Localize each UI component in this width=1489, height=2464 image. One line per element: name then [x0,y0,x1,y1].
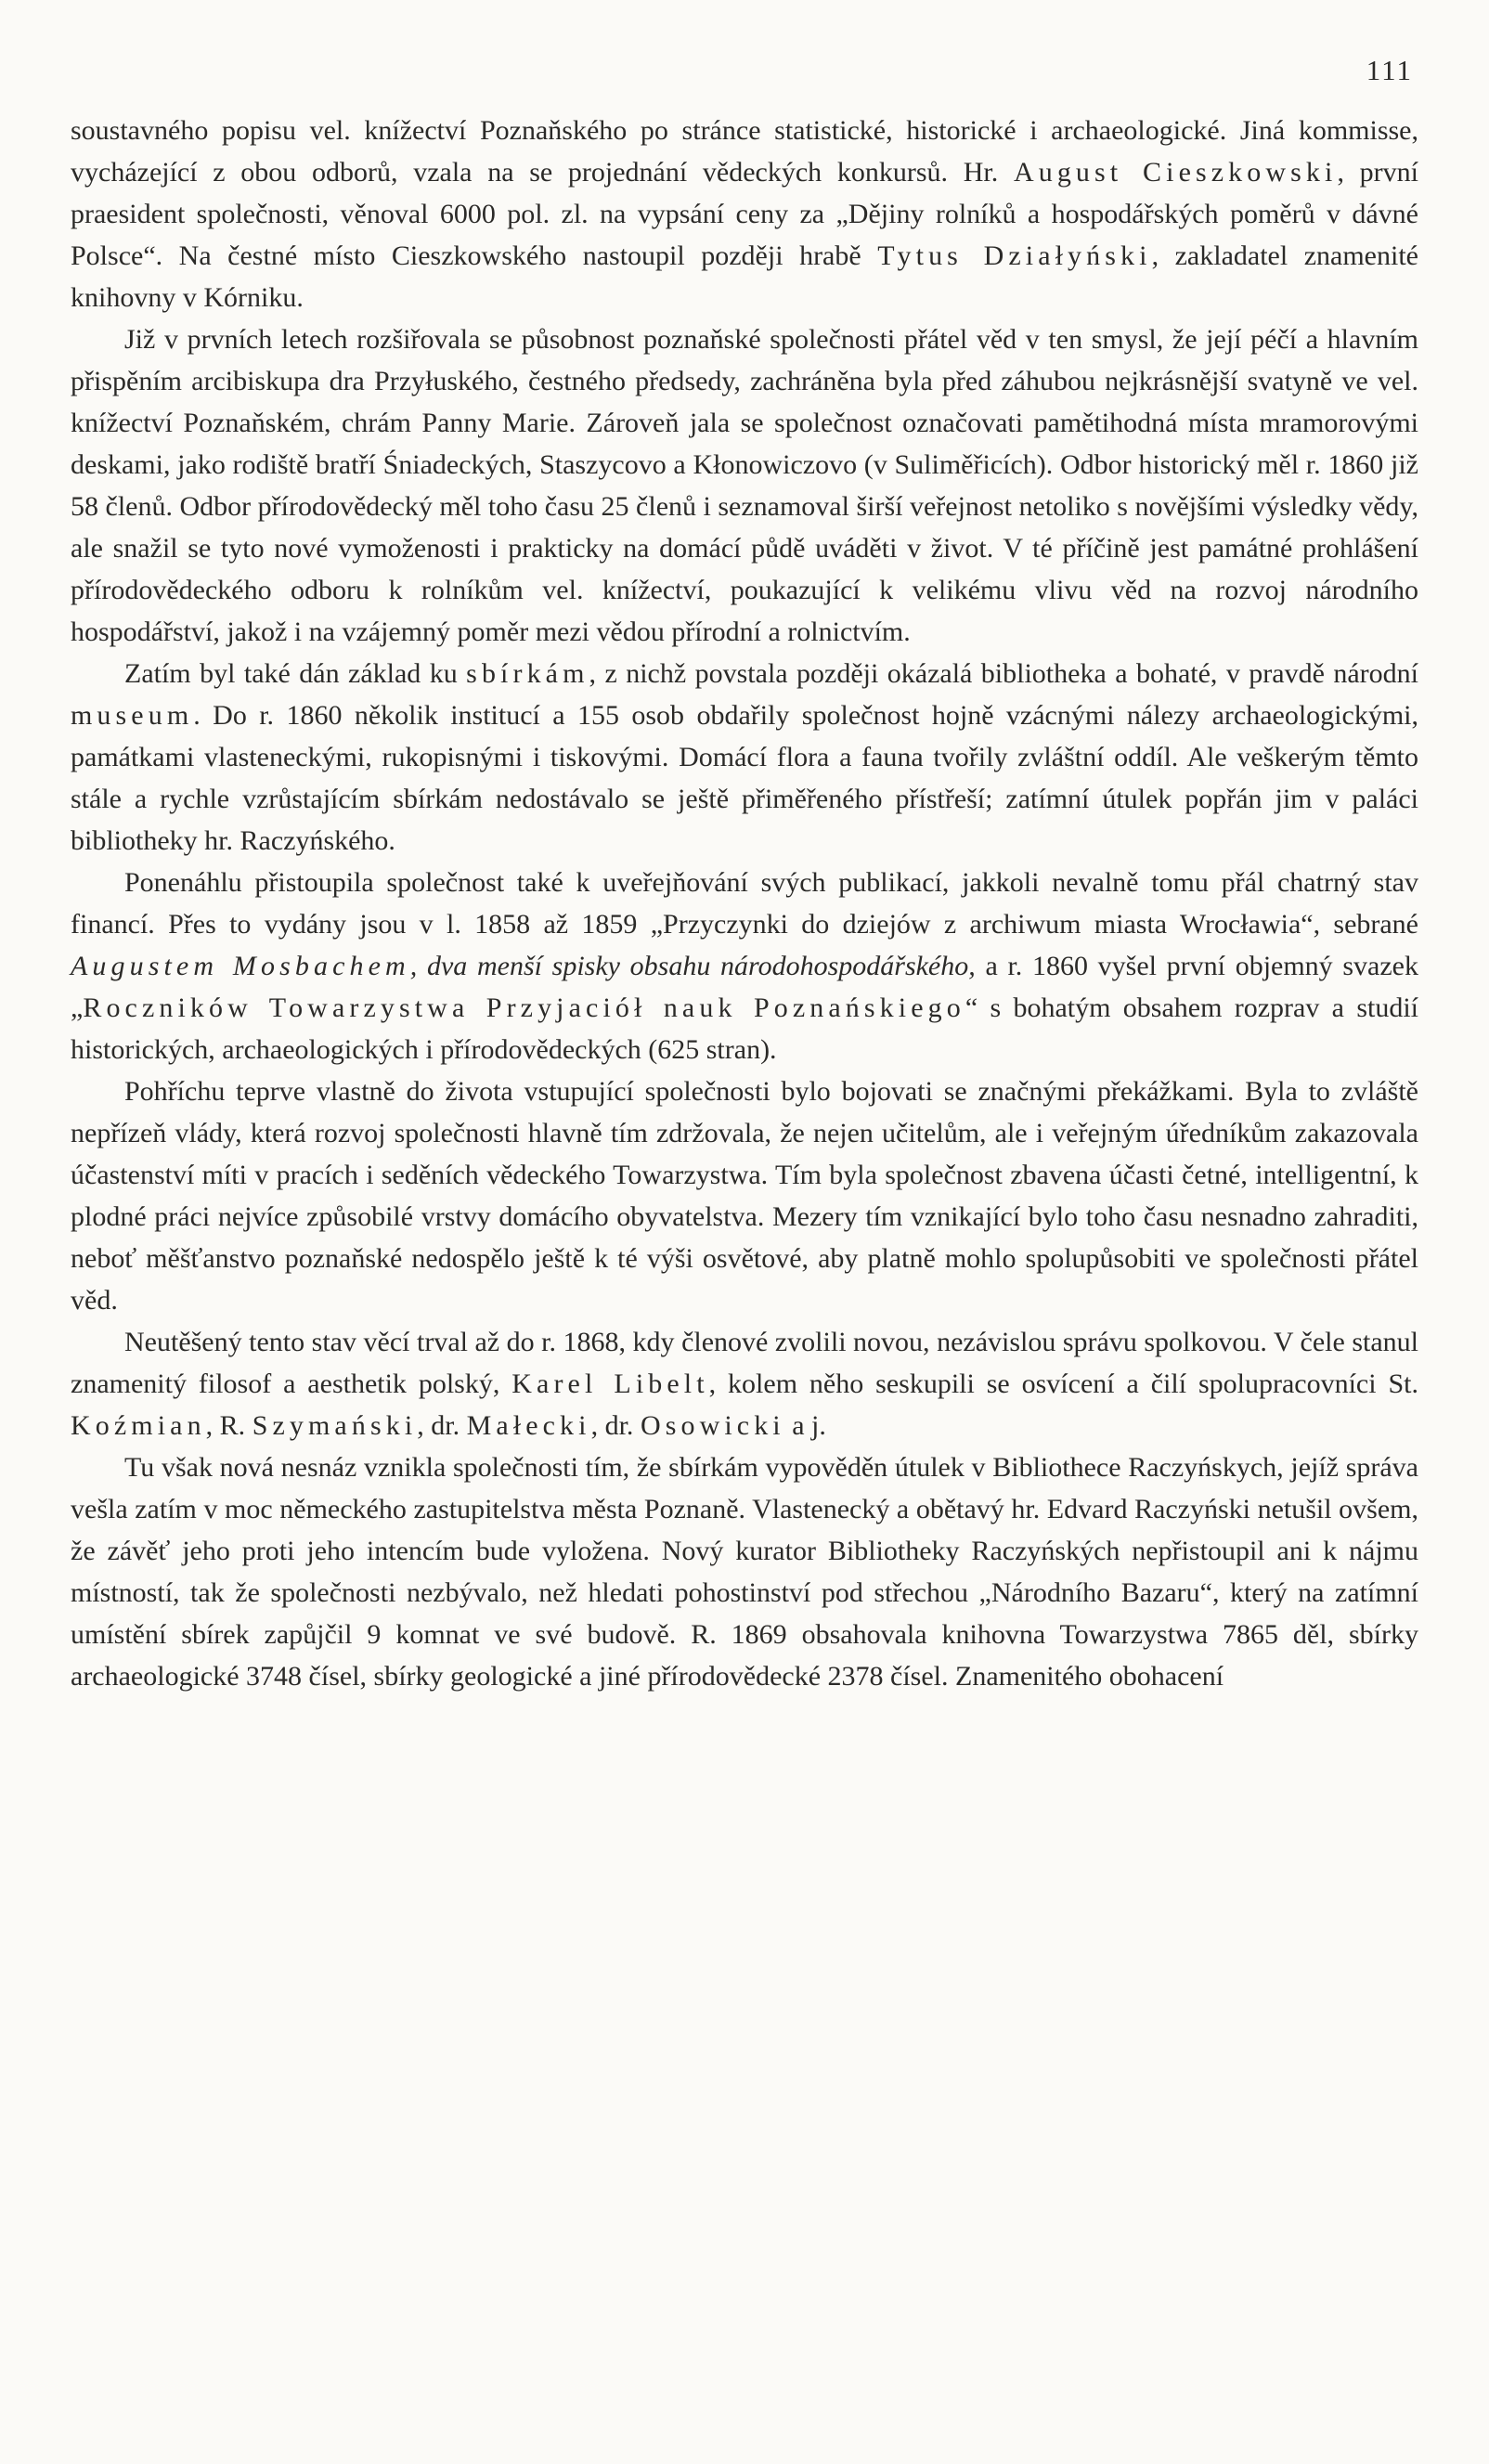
text-segment: Ponenáhlu přistoupila společnost také k uveřejňování svých publikací, jakkoli nevalně tomu přál chatrný stav financí. Přes to vydány jsou v l. 1858 až 1859 „Przyczynki do dziejów z archiwum miasta Wrocławia“, sebrané [71,867,1418,940]
text-segment: , R. [205,1410,252,1441]
text-segment: , kolem něho seskupili se osvícení a čilí spolupracovníci St. [708,1368,1418,1399]
emphasized-name: Karel Libelt [511,1368,709,1399]
text-segment: Zatím byl také dán základ ku [124,658,467,689]
emphasized-name: Augustem Mosbachem [71,951,410,981]
paragraph [71,653,1418,862]
paragraph [71,1321,1418,1446]
text-segment: a r. 1860 vyšel první objemný svazek „ [71,951,1418,1023]
text-segment: . Do r. 1860 několik institucí a 155 osob obdařily společnost hojně vzácnými nálezy archaeologickými, památkami vlasteneckými, rukopisnými i tiskovými. Domácí flora a fauna tvořily zvláštní oddíl. Ale veškerým těmto stále a rychle vzrůstajícím sbírkám nedostávalo se ještě přiměřeného přístřeší; zatímní útulek popřán jim v paláci bibliotheky hr. Raczyńského. [71,700,1418,856]
text-segment: , zakladatel znamenité knihovny v Kórniku. [71,240,1418,313]
text-segment: Neutěšený tento stav věcí trval až do r. 1868, kdy členové zvolili novou, nezávislou správu spolkovou. V čele stanul znamenitý filosof a aesthetik polský, [71,1327,1418,1399]
emphasized-name: sbírkám [466,658,589,689]
emphasized-name: Koźmian [71,1410,206,1441]
text-segment: , dr. [417,1410,467,1441]
paragraph [71,1446,1418,1697]
emphasized-name: Roczników Towarzystwa Przyjaciół nauk Poznańskiego [83,992,965,1023]
text-segment: a j. [784,1410,826,1441]
text-segment: Již v prvních letech rozšiřovala se působnost poznaňské společnosti přátel věd v ten smysl, že její péčí a hlavním přispěním arcibiskupa dra Przyłuského, čestného předsedy, zachráněna byla před záhubou nejkrásnější svatyně ve vel. knížectví Poznaňském, chrám Panny Marie. Zároveň jala se společnost označovati pamětihodná místa mramorovými deskami, jako rodiště bratří Śniadeckých, Staszycovo a Kłonowiczovo (v Suliměřicích). Odbor historický měl r. 1860 již 58 členů. Odbor přírodovědecký měl toho času 25 členů i seznamoval širší veřejnost netoliko s novějšími výsledky vědy, ale snažil se tyto nové vymoženosti i prakticky na domácí půdě uváděti v život. V té příčině jest památné prohlášení přírodovědeckého odboru k rolníkům vel. knížectví, poukazující k velikému vlivu věd na rozvoj národního hospodářství, jakož i na vzájemný poměr mezi vědou přírodní a rolnictvím. [71,324,1418,647]
text-segment: , první praesident společnosti, věnoval 6000 pol. zl. na vypsání ceny za „Dějiny rolníků a hospodářských poměrů v dávné Polsce“. Na čestné místo Cieszkowského nastoupil později hrabě [71,157,1418,271]
emphasized-name: Tytus Działyński [877,240,1152,271]
paragraph [71,1070,1418,1321]
text-segment: Tu však nová nesnáz vznikla společnosti tím, že sbírkám vypověděn útulek v Bibliothece Raczyńskych, jejíž správa vešla zatím v moc německého zastupitelstva města Poznaně. Vlastenecký a obětavý hr. Edvard Raczyński netušil ovšem, že závěť jeho proti jeho intencím bude vyložena. Nový kurator Bibliotheky Raczyńských nepřistoupil ani k nájmu místností, tak že společnosti nezbývalo, než hledati pohostinství pod střechou „Národního Bazaru“, který na zatímní umístění sbírek zapůjčil 9 komnat ve své budově. R. 1869 obsahovala knihovna Towarzystwa 7865 děl, sbírky archaeologické 3748 čísel, sbírky geologické a jiné přírodovědecké 2378 čísel. Znamenitého obohacení [71,1452,1418,1692]
text-segment: , dr. [590,1410,641,1441]
text-segment: Pohříchu teprve vlastně do života vstupující společnosti bylo bojovati se značnými překážkami. Byla to zvláště nepřízeň vlády, která rozvoj společnosti hlavně tím zdržovala, že nejen učitelům, ale i veřejným úředníkům zakazovala účastenství míti v pracích i seděních vědeckého Towarzystwa. Tím byla společnost zbavena účasti četné, intelligentní, k plodné práci nejvíce způsobilé vrstvy domácího obyvatelstva. Mezery tím vznikající bylo toho času nesnadno zahraditi, neboť měšťanstvo poznaňské nedospělo ještě k té výši osvětové, aby platně mohlo spolupůsobiti ve společnosti přátel věd. [71,1076,1418,1316]
paragraph [71,110,1418,318]
text-segment: , dva menší spisky obsahu národohospodářského, [409,951,976,981]
emphasized-name: Małecki [466,1410,591,1441]
text-block [71,110,1418,1697]
emphasized-name: museum [71,700,194,731]
paragraph [71,862,1418,1070]
text-segment: “ s bohatým obsahem rozprav a studií historických, archaeologických i přírodovědeckých (625 stran). [71,992,1419,1065]
page-number: 111 [1366,54,1413,86]
text-segment: , z nichž povstala později okázalá bibliotheka a bohaté, v pravdě národní [589,658,1419,689]
paragraph [71,318,1418,653]
emphasized-name: August Cieszkowski [1013,157,1338,188]
text-segment: soustavného popisu vel. knížectví Poznaňského po stránce statistické, historické i archaeologické. Jiná kommisse, vycházející z obou odborů, vzala na se projednání vědeckých konkursů. Hr. [71,115,1418,188]
emphasized-name: Szymański [252,1410,418,1441]
emphasized-name: Osowicki [640,1410,785,1441]
